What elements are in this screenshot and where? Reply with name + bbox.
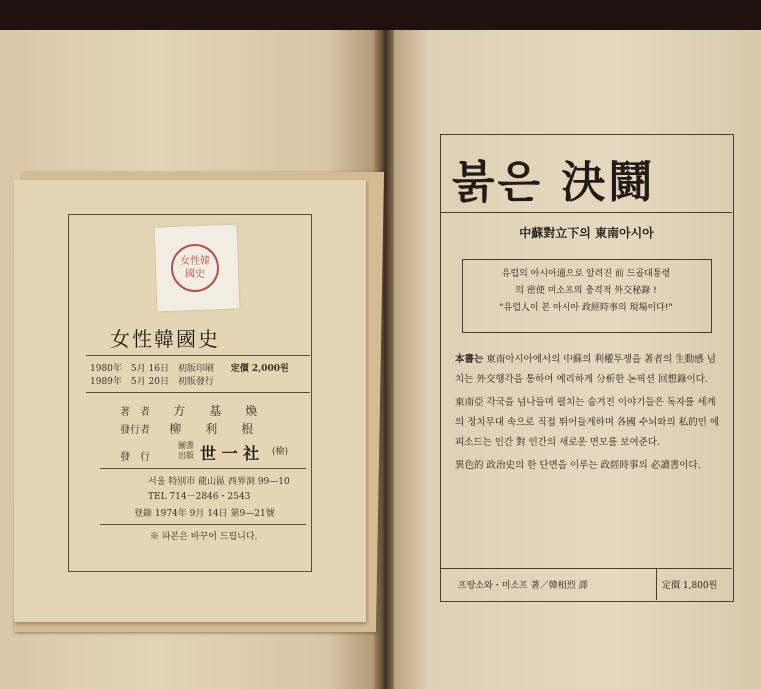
colophon-rule [86, 392, 310, 393]
book-description [455, 350, 723, 479]
colophon-price: 定價 2,000원 [230, 364, 289, 374]
description-text: 東南亞 각국을 넘나들며 펼치는 숨겨진 이야기들은 독자를 세계의 정치무대 속으로 직접 뛰어들게하며 各國 수뇌와의 私的인 에피소드는 인간 對 인간의 새로운 면모를 보여준다. [455, 397, 720, 448]
blurb-line: 의 密使 미소프의 충격적 外交秘錄 ! [515, 286, 657, 296]
publisher-kind: 圖書出版 [178, 441, 194, 460]
seal-stamp-icon [171, 244, 219, 292]
publisher-label: 發 行 [120, 452, 150, 463]
description-text: 東南아시아에서의 中蘇의 利權투쟁을 著者의 生動感 넘치는 外交행각을 통하여 예리하게 分析한 논픽션 回想錄이다. [455, 354, 716, 385]
book-price: 定價 1,800원 [662, 581, 718, 591]
footer-rule [441, 568, 732, 569]
print-line-2 [90, 376, 214, 388]
colophon-rule [100, 468, 306, 469]
issuer-row [120, 420, 253, 437]
print-label-2: 初版發行 [177, 377, 214, 387]
print-date-2: 1989年 5月 20日 [90, 377, 169, 387]
author-row [120, 402, 257, 419]
author-name: 方 基 煥 [173, 404, 258, 418]
blurb-line: 유럽의 아시아通으로 알려진 前 드골대통령 [501, 269, 671, 279]
colophon-rule [100, 524, 306, 525]
publisher-tel: TEL 714－2846・2543 [148, 492, 251, 502]
colophon-notice: ※ 파본은 바꾸어 드립니다. [150, 532, 258, 542]
registration: 登錄 1974年 9月 14日 第9—21號 [134, 509, 275, 519]
author-translator-line: 프랑소와・미소프 著／韓相烈 譯 [458, 581, 588, 591]
print-line-1 [90, 363, 289, 375]
blurb-line: "유럽人이 본 아시아 政經時事의 現場이다!" [499, 303, 673, 313]
issuer-label: 發行者 [120, 425, 150, 436]
description-lead: 本書는 [455, 354, 484, 365]
print-date-1: 1980年 5月 16日 [90, 364, 169, 374]
description-paragraph [455, 350, 723, 390]
issuer-name: 柳 利 根 [169, 422, 254, 436]
footer-separator [656, 568, 657, 600]
author-label: 著 者 [120, 407, 150, 418]
book-title: 붉은 決鬪 [452, 157, 656, 208]
publisher-address: 서울 特別市 龍山區 西界洞 99—10 [148, 477, 290, 487]
seal-text: 女性韓國史 [180, 256, 210, 280]
publisher-name: 世 一 社 [200, 444, 260, 463]
colophon-title: 女性韓國史 [110, 327, 220, 351]
title-rule [441, 212, 732, 213]
colophon-rule [86, 355, 310, 356]
description-text: 異色的 政治史의 한 단면을 이루는 政經時事의 必讀書이다. [455, 460, 701, 471]
description-paragraph [455, 393, 723, 453]
book-cover-edge [0, 0, 761, 34]
blurb [462, 266, 710, 317]
print-label-1: 初版印刷 [177, 364, 214, 374]
description-paragraph [455, 456, 723, 476]
publisher-suffix: (檢) [272, 447, 289, 457]
book-subtitle: 中蘇對立下의 東南아시아 [519, 226, 654, 240]
